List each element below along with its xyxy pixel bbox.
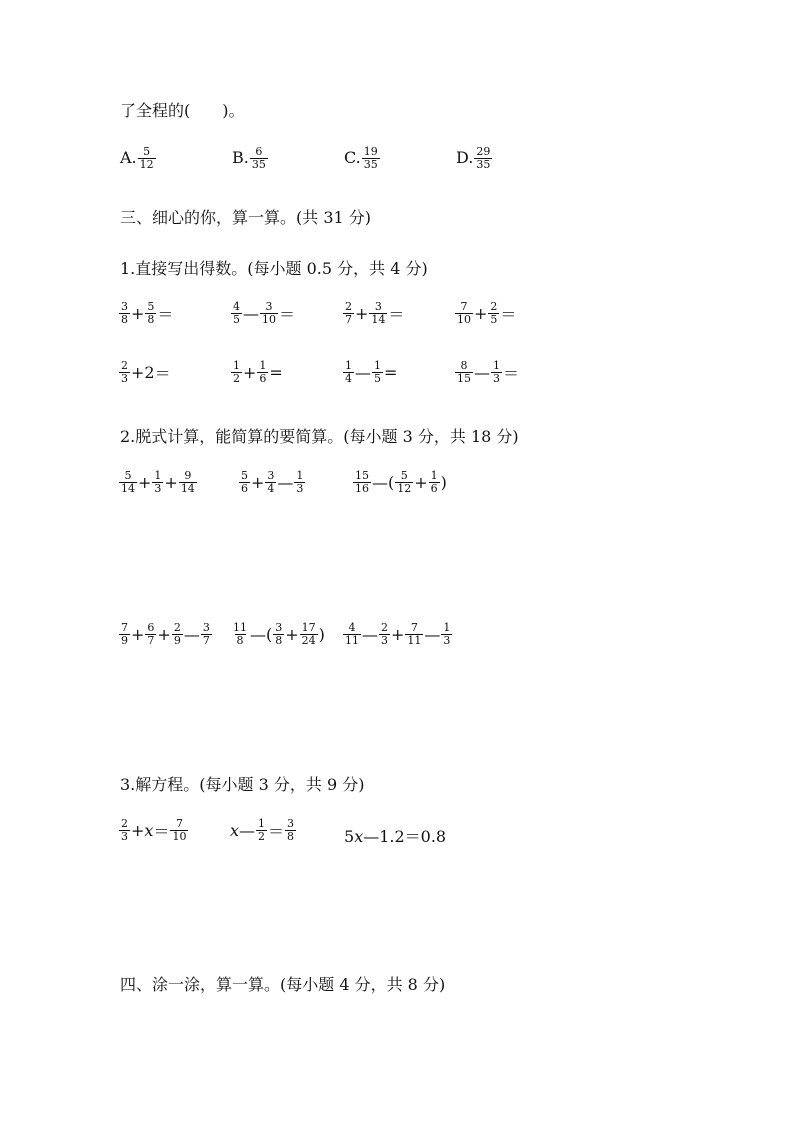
frac-den: 9 [173,634,181,647]
variable: x [144,821,154,840]
frac-num: 1 [430,469,438,482]
operator: + [157,625,171,644]
coefficient: 5 [344,827,355,846]
section3-heading: 三、细心的你，算一算。(共 31 分) [120,208,372,227]
operator: — [239,821,256,840]
equals: ＝ [279,305,296,324]
frac-num: 1 [259,359,267,372]
frac-num: 7 [175,817,183,830]
frac-num: 1 [296,469,304,482]
frac-num: 2 [121,817,128,830]
q1-heading: 1.直接写出得数。(每小题 0.5 分，共 4 分) [120,259,428,278]
frac-num: 5 [400,469,408,482]
operator: +2 [131,363,155,382]
frac-num: 3 [202,621,210,634]
frac-num: 1 [374,359,381,372]
frac-den: 5 [490,313,498,326]
frac-num: 5 [124,469,132,482]
equals: ＝ [503,364,520,383]
option-letter: D. [456,148,474,167]
operator: + [131,821,145,840]
operator: + [285,625,299,644]
equals: ＝ [153,822,170,841]
frac-num: 3 [121,300,128,313]
option-letter: A. [120,148,137,167]
option-c [344,146,381,171]
frac-num: 4 [348,621,356,634]
frac-den: 3 [121,372,128,385]
frac-den: 5 [233,313,240,326]
frac-num: 3 [265,300,273,313]
q1-item [342,360,397,385]
frac-den: 35 [476,158,491,171]
operator: + [414,473,428,492]
operator: + [251,473,265,492]
equals: ＝ [500,305,517,324]
equals: ＝ [154,364,171,383]
frac-num: 19 [363,145,378,158]
operator: — [362,625,378,644]
frac-num: 2 [173,621,181,634]
frac-num: 1 [258,817,266,830]
frac-den: 11 [345,634,359,647]
frac-num: 2 [345,300,352,313]
operator: + [391,625,405,644]
operator: + [131,625,145,644]
operator: ) [440,473,447,492]
frac-num: 3 [275,621,283,634]
frac-den: 2 [233,372,240,385]
q3-equation [118,818,189,843]
equals: ＝ [268,822,285,841]
equals: ＝ [157,305,174,324]
frac-num: 2 [121,359,128,372]
frac-den: 10 [172,830,187,843]
frac-num: 1 [443,621,451,634]
frac-den: 3 [381,634,388,647]
frac-den: 10 [262,313,276,326]
option-letter: B. [232,148,249,167]
operator: — [355,363,371,382]
operator: —( [372,473,395,492]
operator: + [131,304,145,323]
operator: — [277,473,294,492]
frac-den: 2 [258,830,266,843]
frac-den: 35 [363,158,378,171]
operator: + [355,304,369,323]
frac-den: 4 [267,482,275,495]
frac-den: 3 [493,372,500,385]
frac-den: 12 [397,482,412,495]
frac-num: 1 [154,469,162,482]
q2-expr [118,622,213,647]
operator: + [138,473,152,492]
frac-num: 11 [233,621,247,634]
frac-den: 12 [139,158,154,171]
frac-den: 6 [241,482,248,495]
frac-den: 16 [355,482,369,495]
frac-den: 8 [275,634,283,647]
frac-den: 14 [121,482,135,495]
variable: x [354,827,364,846]
equals: = [384,363,398,382]
operator: —( [250,625,273,644]
q3-equation [344,824,446,847]
frac-num: 17 [301,621,316,634]
frac-num: 5 [241,469,248,482]
frac-num: 7 [460,300,468,313]
frac-den: 4 [345,372,352,385]
frac-num: 2 [490,300,498,313]
q3-heading: 3.解方程。(每小题 3 分，共 9 分) [120,775,365,794]
frac-den: 3 [443,634,451,647]
frac-num: 3 [287,817,295,830]
frac-num: 3 [267,469,275,482]
option-a [120,146,157,171]
frac-num: 9 [184,469,192,482]
operator: + [474,304,488,323]
frac-den: 6 [430,482,438,495]
equals: ＝ [388,305,405,324]
operator: — [474,363,490,382]
q1-item [454,301,516,326]
frac-den: 8 [121,313,128,326]
frac-num: 1 [233,359,240,372]
frac-den: 5 [374,372,381,385]
frac-den: 9 [121,634,128,647]
q1-item [118,301,173,326]
frac-num: 4 [233,300,240,313]
variable: x [230,821,240,840]
q1-item [230,360,283,385]
operator: + [164,473,178,492]
equals: = [269,363,283,382]
frac-num: 5 [143,145,151,158]
frac-num: 1 [493,359,500,372]
operator: + [243,363,257,382]
option-letter: C. [344,148,361,167]
frac-den: 6 [259,372,267,385]
frac-num: 6 [147,621,155,634]
option-b [232,146,269,171]
frac-den: 24 [301,634,316,647]
frac-den: 14 [180,482,195,495]
section4-heading: 四、涂一涂，算一算。(每小题 4 分，共 8 分) [120,975,446,994]
q2-expr [238,470,306,495]
q1-item [230,301,295,326]
frac-den: 7 [147,634,155,647]
frac-den: 15 [457,372,471,385]
frac-den: 8 [147,313,155,326]
frac-den: 8 [236,634,244,647]
intro-text: 了全程的( )。 [120,101,245,120]
operator: — [183,625,200,644]
frac-den: 3 [296,482,304,495]
equation-rest: —1.2＝0.8 [363,827,447,846]
frac-den: 11 [407,634,422,647]
q2-expr [342,622,453,647]
frac-den: 3 [121,830,128,843]
q1-item [118,360,171,385]
frac-num: 1 [345,359,352,372]
option-d [456,146,493,171]
frac-num: 7 [121,621,128,634]
frac-num: 5 [147,300,155,313]
operator: ) [318,625,325,644]
frac-den: 35 [251,158,266,171]
frac-den: 14 [371,313,386,326]
q2-heading: 2.脱式计算，能简算的要简算。(每小题 3 分，共 18 分) [120,427,519,446]
frac-num: 6 [255,145,263,158]
operator: — [424,625,441,644]
q1-item [342,301,404,326]
frac-den: 7 [345,313,352,326]
q1-item [454,360,519,385]
q3-equation [230,818,297,843]
frac-den: 7 [202,634,210,647]
frac-num: 8 [460,359,468,372]
frac-den: 3 [154,482,162,495]
frac-num: 7 [410,621,418,634]
frac-num: 15 [355,469,369,482]
q2-expr [118,470,198,495]
frac-num: 3 [374,300,382,313]
frac-den: 10 [457,313,471,326]
q2-expr [352,470,447,495]
q2-expr [230,622,325,647]
frac-num: 29 [476,145,491,158]
frac-num: 2 [381,621,388,634]
frac-den: 8 [287,830,295,843]
operator: — [243,304,259,323]
